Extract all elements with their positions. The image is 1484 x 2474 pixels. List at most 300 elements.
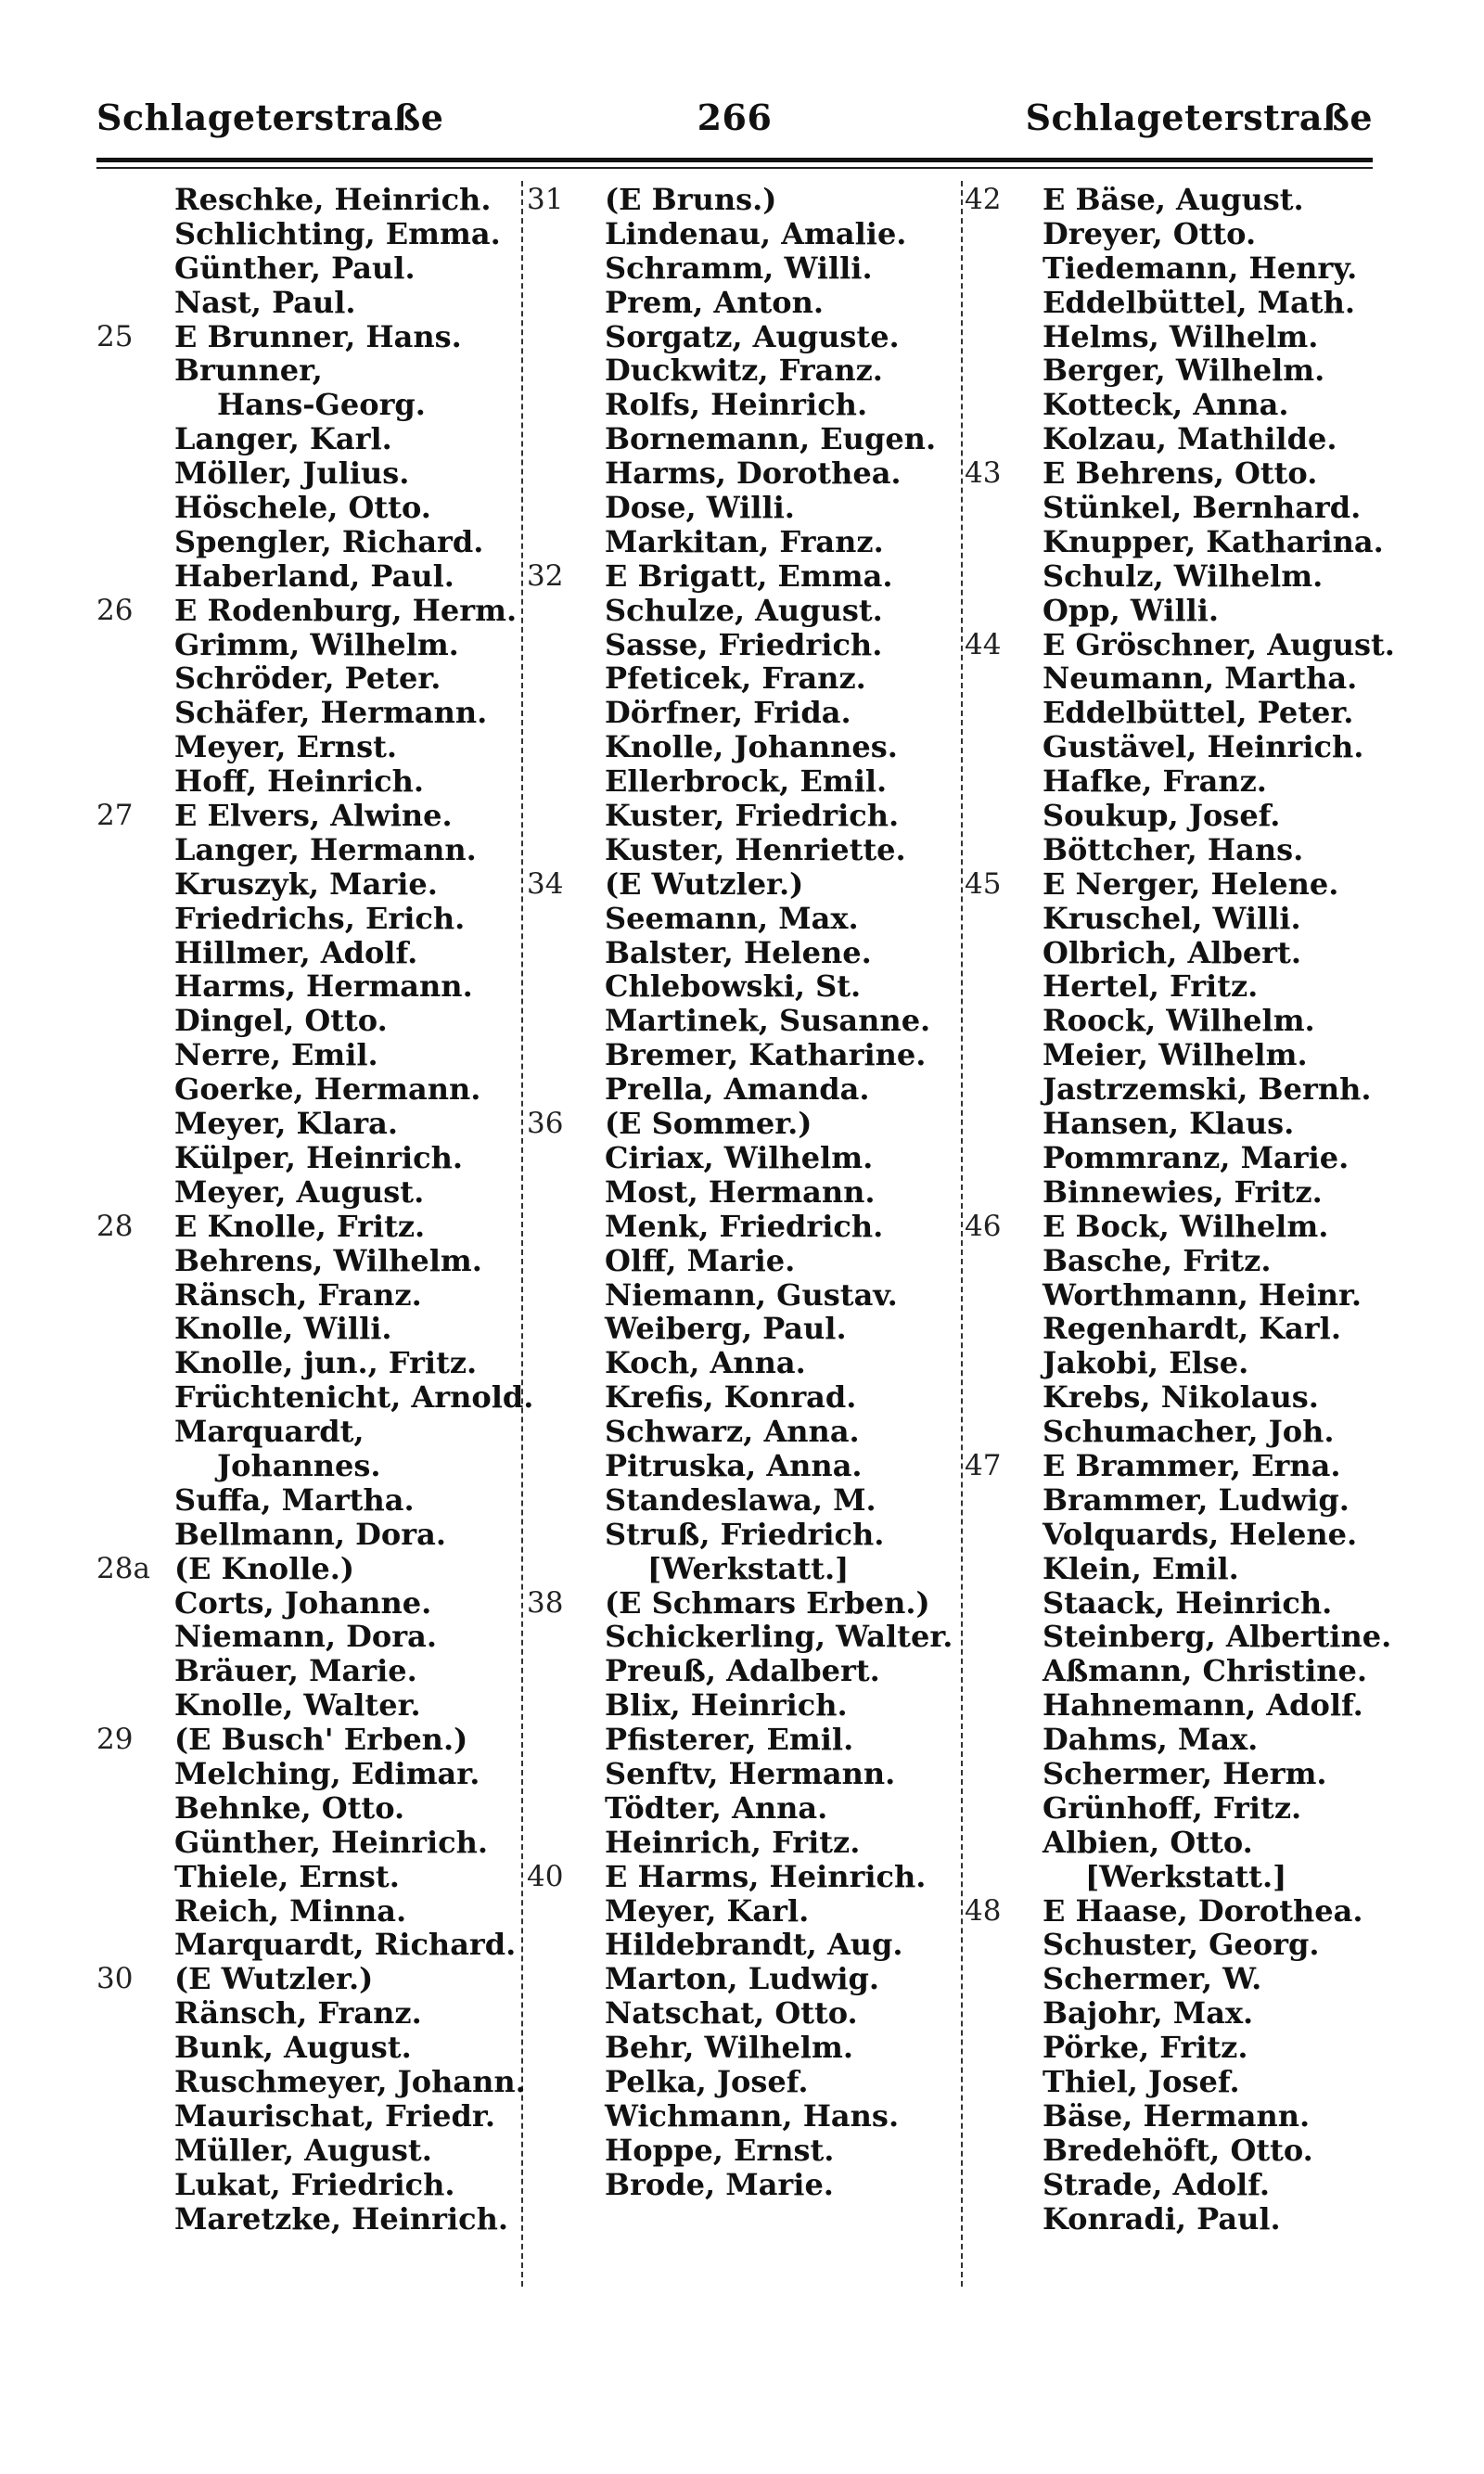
resident-name: Chlebowski, St. (605, 968, 862, 1005)
directory-entry (965, 1518, 1401, 1552)
directory-entry (965, 559, 1401, 594)
resident-name: Hansen, Klaus. (1043, 1106, 1295, 1142)
resident-name: Duckwitz, Franz. (605, 353, 883, 389)
directory-entry (965, 1072, 1401, 1107)
resident-name: Schermer, W. (1043, 1961, 1262, 1997)
directory-entry (965, 422, 1401, 456)
directory-entry (527, 628, 963, 662)
directory-entry (527, 1518, 963, 1552)
directory-entry (965, 1038, 1401, 1072)
directory-entry (96, 1072, 523, 1107)
directory-entry (96, 1210, 523, 1244)
directory-entry (965, 1757, 1401, 1791)
resident-name: Hahnemann, Adolf. (1043, 1687, 1363, 1724)
resident-name: E Brammer, Erna. (1043, 1447, 1341, 1483)
directory-entry (527, 1894, 963, 1929)
resident-name: Schumacher, Joh. (1043, 1414, 1335, 1450)
resident-name: Ruschmeyer, Johann. (174, 2063, 526, 2099)
resident-name: Harms, Hermann. (174, 968, 473, 1005)
directory-entry (527, 661, 963, 696)
resident-name: Rolfs, Heinrich. (605, 387, 868, 423)
directory-entry (527, 867, 963, 902)
resident-name: Eddelbüttel, Peter. (1043, 695, 1354, 731)
resident-name: Langer, Hermann. (174, 831, 477, 867)
resident-name: Pfisterer, Emil. (605, 1722, 854, 1758)
directory-entry (527, 1723, 963, 1757)
resident-name: Struß, Friedrich. (605, 1516, 885, 1552)
resident-name: Reich, Minna. (174, 1892, 407, 1929)
directory-entry (96, 1415, 523, 1449)
directory-entry (965, 799, 1401, 833)
resident-name: Meyer, Klara. (174, 1106, 398, 1142)
resident-name: Stünkel, Bernhard. (1043, 490, 1362, 526)
directory-entry (965, 1620, 1401, 1654)
resident-name: Corts, Johanne. (174, 1584, 432, 1621)
directory-entry (965, 2099, 1401, 2134)
resident-name: Olbrich, Albert. (1043, 934, 1301, 970)
resident-name: Meyer, Karl. (605, 1892, 810, 1929)
directory-entry (965, 1449, 1401, 1483)
directory-entry (965, 833, 1401, 867)
resident-name: Goerke, Hermann. (174, 1071, 481, 1108)
resident-name: Tiedemann, Henry. (1043, 250, 1358, 286)
directory-entry (527, 1483, 963, 1518)
directory-entry (527, 1312, 963, 1346)
resident-name: Thiel, Josef. (1043, 2063, 1240, 2099)
directory-entry (527, 251, 963, 286)
directory-entry (527, 320, 963, 354)
directory-entry (527, 2168, 963, 2202)
resident-name: Nerre, Emil. (174, 1037, 378, 1073)
resident-name: Bäse, Hermann. (1043, 2097, 1311, 2134)
house-number: 45 (965, 866, 1002, 901)
directory-entry (965, 183, 1401, 217)
directory-column-2 (527, 183, 963, 2202)
resident-name: Möller, Julius. (174, 455, 410, 492)
directory-entry (96, 183, 523, 217)
resident-name: Marquardt, Richard. (174, 1927, 517, 1963)
directory-entry (965, 1791, 1401, 1826)
resident-name: Olff, Marie. (605, 1242, 796, 1278)
resident-name: Jakobi, Else. (1043, 1345, 1249, 1381)
directory-entry (965, 1586, 1401, 1621)
directory-entry (965, 1346, 1401, 1380)
house-number: 42 (965, 183, 1002, 216)
directory-entry (527, 2099, 963, 2134)
resident-name: Hildebrandt, Aug. (605, 1927, 903, 1963)
resident-name: Tödter, Anna. (605, 1789, 828, 1826)
directory-entry (96, 1791, 523, 1826)
directory-entry (96, 1586, 523, 1621)
resident-name: E Behrens, Otto. (1043, 455, 1318, 492)
resident-name: Brammer, Ludwig. (1043, 1481, 1350, 1518)
directory-entry (527, 936, 963, 970)
resident-name: Basche, Fritz. (1043, 1242, 1272, 1278)
directory-entry (96, 2099, 523, 2134)
directory-entry (96, 1620, 523, 1654)
resident-name: Menk, Friedrich. (605, 1208, 884, 1244)
resident-name: Most, Hermann. (605, 1173, 876, 1210)
resident-name: Kolzau, Mathilde. (1043, 421, 1337, 457)
directory-entry (965, 1894, 1401, 1929)
resident-name: Schäfer, Hermann. (174, 695, 488, 731)
directory-entry (96, 799, 523, 833)
resident-name: Albien, Otto. (1043, 1824, 1253, 1860)
directory-entry (527, 491, 963, 525)
directory-entry (965, 1210, 1401, 1244)
directory-entry (527, 2134, 963, 2168)
resident-name: Marton, Ludwig. (605, 1961, 880, 1997)
resident-name: Knolle, jun., Fritz. (174, 1345, 478, 1381)
directory-entry (96, 2168, 523, 2202)
resident-name: Niemann, Gustav. (605, 1276, 898, 1313)
resident-name: Worthmann, Heinr. (1043, 1276, 1362, 1313)
resident-name: Strade, Adolf. (1043, 2166, 1270, 2202)
resident-name: Nast, Paul. (174, 284, 356, 320)
house-number: 46 (965, 1209, 1002, 1243)
resident-name: Schulze, August. (605, 592, 883, 628)
resident-name: Langer, Karl. (174, 421, 392, 457)
resident-name: (E Bruns.) (605, 182, 777, 217)
directory-entry (96, 969, 523, 1004)
directory-entry (96, 1552, 523, 1586)
resident-name: Meyer, August. (174, 1173, 425, 1210)
resident-name: Pfeticek, Franz. (605, 660, 866, 697)
directory-entry (965, 1415, 1401, 1449)
directory-entry (965, 388, 1401, 422)
directory-entry (527, 2031, 963, 2065)
house-number: 30 (96, 1962, 134, 1996)
resident-name: Marquardt, (174, 1414, 365, 1450)
resident-name: Prem, Anton. (605, 284, 825, 320)
directory-entry (527, 696, 963, 730)
directory-entry (965, 1826, 1401, 1860)
directory-entry (527, 183, 963, 217)
resident-name: Helms, Wilhelm. (1043, 318, 1319, 354)
directory-entry (96, 1826, 523, 1860)
directory-entry (96, 320, 523, 354)
resident-name: (E Knolle.) (174, 1550, 355, 1586)
directory-entry (96, 594, 523, 628)
resident-name: Höschele, Otto. (174, 490, 431, 526)
directory-entry (965, 1483, 1401, 1518)
house-number: 25 (96, 319, 134, 353)
directory-entry (96, 525, 523, 559)
directory-entry (965, 456, 1401, 491)
directory-entry (96, 217, 523, 251)
resident-name: Steinberg, Albertine. (1043, 1619, 1392, 1655)
resident-name: E Elvers, Alwine. (174, 798, 453, 834)
resident-name: Maurischat, Friedr. (174, 2097, 495, 2134)
resident-name: Opp, Willi. (1043, 592, 1220, 628)
directory-entry (527, 1620, 963, 1654)
house-number: 34 (527, 866, 564, 901)
directory-entry (527, 1210, 963, 1244)
directory-entry (96, 730, 523, 764)
resident-name: Behrens, Wilhelm. (174, 1242, 482, 1278)
resident-name: Müller, August. (174, 2132, 432, 2168)
resident-name: Ellerbrock, Emil. (605, 763, 888, 800)
directory-entry (96, 1312, 523, 1346)
directory-entry (527, 594, 963, 628)
directory-entry (527, 1346, 963, 1380)
resident-name: Niemann, Dora. (174, 1619, 437, 1655)
resident-name: Koch, Anna. (605, 1345, 806, 1381)
resident-name: Volquards, Helene. (1043, 1516, 1358, 1552)
house-number: 28a (96, 1551, 150, 1585)
directory-entry (965, 969, 1401, 1004)
directory-entry (527, 217, 963, 251)
directory-entry (96, 1141, 523, 1175)
page-header (96, 96, 1373, 152)
directory-entry (965, 1688, 1401, 1723)
resident-name: Klein, Emil. (1043, 1550, 1239, 1586)
resident-name: Eddelbüttel, Math. (1043, 284, 1355, 320)
resident-name: Schermer, Herm. (1043, 1755, 1327, 1791)
street-name-right: Schlageterstraße (1025, 96, 1373, 138)
directory-entry (965, 1175, 1401, 1210)
house-number: 36 (527, 1107, 564, 1141)
resident-name: Lukat, Friedrich. (174, 2166, 455, 2202)
resident-name: Bunk, August. (174, 2030, 412, 2066)
resident-name: Knolle, Walter. (174, 1687, 421, 1724)
resident-name: Martinek, Susanne. (605, 1003, 931, 1039)
resident-name: Bajohr, Max. (1043, 1995, 1254, 2032)
directory-entry (965, 628, 1401, 662)
resident-name: Schlichting, Emma. (174, 215, 501, 251)
resident-name: [Werkstatt.] (647, 1550, 850, 1586)
resident-name: Dahms, Max. (1043, 1722, 1259, 1758)
directory-entry (96, 1346, 523, 1380)
resident-name: Günther, Heinrich. (174, 1824, 488, 1860)
resident-name: Roock, Wilhelm. (1043, 1003, 1315, 1039)
directory-entry (965, 286, 1401, 320)
resident-name: Bellmann, Dora. (174, 1516, 446, 1552)
directory-entry (96, 2202, 523, 2237)
directory-entry (965, 764, 1401, 799)
directory-column-3 (965, 183, 1401, 2236)
directory-entry (965, 1380, 1401, 1415)
directory-entry (96, 867, 523, 902)
directory-entry (527, 1278, 963, 1313)
directory-entry (96, 1175, 523, 1210)
directory-entry (965, 1962, 1401, 1996)
resident-name: Ränsch, Franz. (174, 1276, 422, 1313)
house-number: 26 (96, 593, 134, 627)
directory-entry (965, 1723, 1401, 1757)
directory-entry (527, 1586, 963, 1621)
directory-entry (96, 1688, 523, 1723)
header-rule-thin (96, 167, 1373, 169)
directory-entry (965, 1996, 1401, 2031)
directory-entry (96, 902, 523, 936)
directory-entry (96, 1962, 523, 1996)
resident-name: Kuster, Henriette. (605, 831, 906, 867)
resident-name: E Haase, Dorothea. (1043, 1892, 1363, 1929)
resident-name: Balster, Helene. (605, 934, 872, 970)
resident-name: Jastrzemski, Bernh. (1043, 1071, 1372, 1108)
house-number: 31 (527, 183, 564, 216)
resident-name: E Bock, Wilhelm. (1043, 1208, 1329, 1244)
resident-name: Suffa, Martha. (174, 1481, 415, 1518)
directory-entry (527, 456, 963, 491)
directory-entry (96, 251, 523, 286)
directory-entry (965, 525, 1401, 559)
resident-name: Kotteck, Anna. (1043, 387, 1289, 423)
directory-entry (96, 1996, 523, 2031)
resident-name: Standeslawa, M. (605, 1481, 876, 1518)
directory-entry (527, 1244, 963, 1278)
resident-name: Binnewies, Fritz. (1043, 1173, 1323, 1210)
directory-entry (965, 2031, 1401, 2065)
resident-name: Ränsch, Franz. (174, 1995, 422, 2032)
resident-name: Schulz, Wilhelm. (1043, 558, 1324, 594)
directory-column-1 (96, 182, 534, 2237)
directory-entry (96, 764, 523, 799)
resident-name: (E Sommer.) (605, 1106, 812, 1142)
resident-name: Friedrichs, Erich. (174, 900, 466, 936)
directory-entry (527, 764, 963, 799)
resident-name: Grimm, Wilhelm. (174, 626, 459, 662)
directory-entry (965, 217, 1401, 251)
directory-entry (96, 1379, 534, 1416)
resident-name: Schramm, Willi. (605, 250, 873, 286)
directory-entry (527, 902, 963, 936)
directory-entry (965, 251, 1401, 286)
directory-entry (527, 1688, 963, 1723)
directory-entry (965, 936, 1401, 970)
directory-entry (96, 628, 523, 662)
house-number: 40 (527, 1859, 564, 1893)
house-number: 32 (527, 558, 564, 593)
resident-name: E Nerger, Helene. (1043, 865, 1339, 902)
resident-name: Reschke, Heinrich. (174, 182, 492, 217)
directory-entry (96, 1860, 523, 1894)
directory-entry (965, 353, 1401, 388)
directory-entry (965, 2168, 1401, 2202)
resident-name: Brode, Marie. (605, 2166, 834, 2202)
directory-entry (527, 1962, 963, 1996)
resident-name: Krefis, Konrad. (605, 1379, 857, 1416)
directory-entry (965, 1860, 1401, 1894)
directory-entry (965, 730, 1401, 764)
directory-entry (96, 1107, 523, 1141)
resident-name: Neumann, Martha. (1043, 660, 1358, 697)
directory-entry (96, 422, 523, 456)
directory-entry (96, 2063, 526, 2099)
directory-entry (96, 661, 523, 696)
resident-name: Kruszyk, Marie. (174, 865, 438, 902)
resident-name: Schröder, Peter. (174, 660, 441, 697)
directory-entry (96, 353, 523, 388)
resident-name: Hoff, Heinrich. (174, 763, 425, 800)
resident-name: Kuster, Friedrich. (605, 798, 900, 834)
directory-entry (96, 456, 523, 491)
directory-entry (527, 286, 963, 320)
resident-name: Hans-Georg. (217, 387, 426, 423)
resident-name: Haberland, Paul. (174, 558, 454, 594)
resident-name: Dingel, Otto. (174, 1003, 388, 1039)
directory-entry (527, 1004, 963, 1038)
directory-entry (96, 1894, 523, 1929)
resident-name: (E Schmars Erben.) (605, 1584, 930, 1621)
directory-entry (965, 320, 1401, 354)
directory-entry (527, 1996, 963, 2031)
page-number: 266 (697, 96, 773, 138)
resident-name: Meyer, Ernst. (174, 729, 397, 765)
resident-name: Knolle, Willi. (174, 1311, 392, 1347)
resident-name: Thiele, Ernst. (174, 1858, 400, 1894)
directory-entry (965, 1654, 1401, 1688)
resident-name: (E Busch' Erben.) (174, 1722, 468, 1758)
resident-name: Markitan, Franz. (605, 523, 884, 559)
directory-entry (527, 388, 963, 422)
resident-name: Bredehöft, Otto. (1043, 2132, 1313, 2168)
resident-name: E Brunner, Hans. (174, 318, 462, 354)
resident-name: Dose, Willi. (605, 490, 795, 526)
directory-entry (965, 2065, 1401, 2099)
resident-name: Lindenau, Amalie. (605, 215, 907, 251)
directory-entry (965, 696, 1401, 730)
resident-name: Kruschel, Willi. (1043, 900, 1301, 936)
directory-entry (527, 1552, 963, 1586)
resident-name: Gustävel, Heinrich. (1043, 729, 1364, 765)
directory-entry (527, 1107, 963, 1141)
directory-entry (96, 936, 523, 970)
resident-name: Brunner, (174, 353, 323, 389)
house-number: 28 (96, 1209, 134, 1243)
resident-name: Dreyer, Otto. (1043, 215, 1257, 251)
resident-name: Knolle, Johannes. (605, 729, 898, 765)
directory-entry (96, 1449, 523, 1483)
resident-name: Krebs, Nikolaus. (1043, 1379, 1319, 1416)
header-rule-thick (96, 158, 1373, 162)
directory-entry (96, 1928, 523, 1962)
resident-name: Hillmer, Adolf. (174, 934, 418, 970)
resident-name: Aßmann, Christine. (1043, 1653, 1368, 1689)
resident-name: Bremer, Katharine. (605, 1037, 927, 1073)
house-number: 27 (96, 799, 134, 833)
resident-name: Preuß, Adalbert. (605, 1653, 880, 1689)
directory-entry (96, 286, 523, 320)
resident-name: Schwarz, Anna. (605, 1414, 860, 1450)
directory-entry (965, 1004, 1401, 1038)
resident-name: Blix, Heinrich. (605, 1687, 848, 1724)
resident-name: Külper, Heinrich. (174, 1139, 463, 1175)
resident-name: Ciriax, Wilhelm. (605, 1139, 874, 1175)
resident-name: Bräuer, Marie. (174, 1653, 417, 1689)
directory-entry (96, 388, 523, 422)
directory-entry (96, 1278, 523, 1313)
directory-entry (965, 2202, 1401, 2237)
resident-name: Berger, Wilhelm. (1043, 353, 1325, 389)
house-number: 44 (965, 627, 1002, 661)
directory-entry (527, 559, 963, 594)
resident-name: Bornemann, Eugen. (605, 421, 937, 457)
resident-name: E Gröschner, August. (1043, 626, 1395, 662)
directory-entry (96, 1757, 523, 1791)
directory-entry (96, 1723, 523, 1757)
resident-name: Maretzke, Heinrich. (174, 2200, 509, 2237)
directory-entry (527, 1757, 963, 1791)
resident-name: Böttcher, Hans. (1043, 831, 1304, 867)
directory-entry (965, 1552, 1401, 1586)
resident-name: Meier, Wilhelm. (1043, 1037, 1308, 1073)
directory-entry (965, 2134, 1401, 2168)
directory-entry (965, 1244, 1401, 1278)
directory-entry (96, 833, 523, 867)
directory-entry (965, 1107, 1401, 1141)
